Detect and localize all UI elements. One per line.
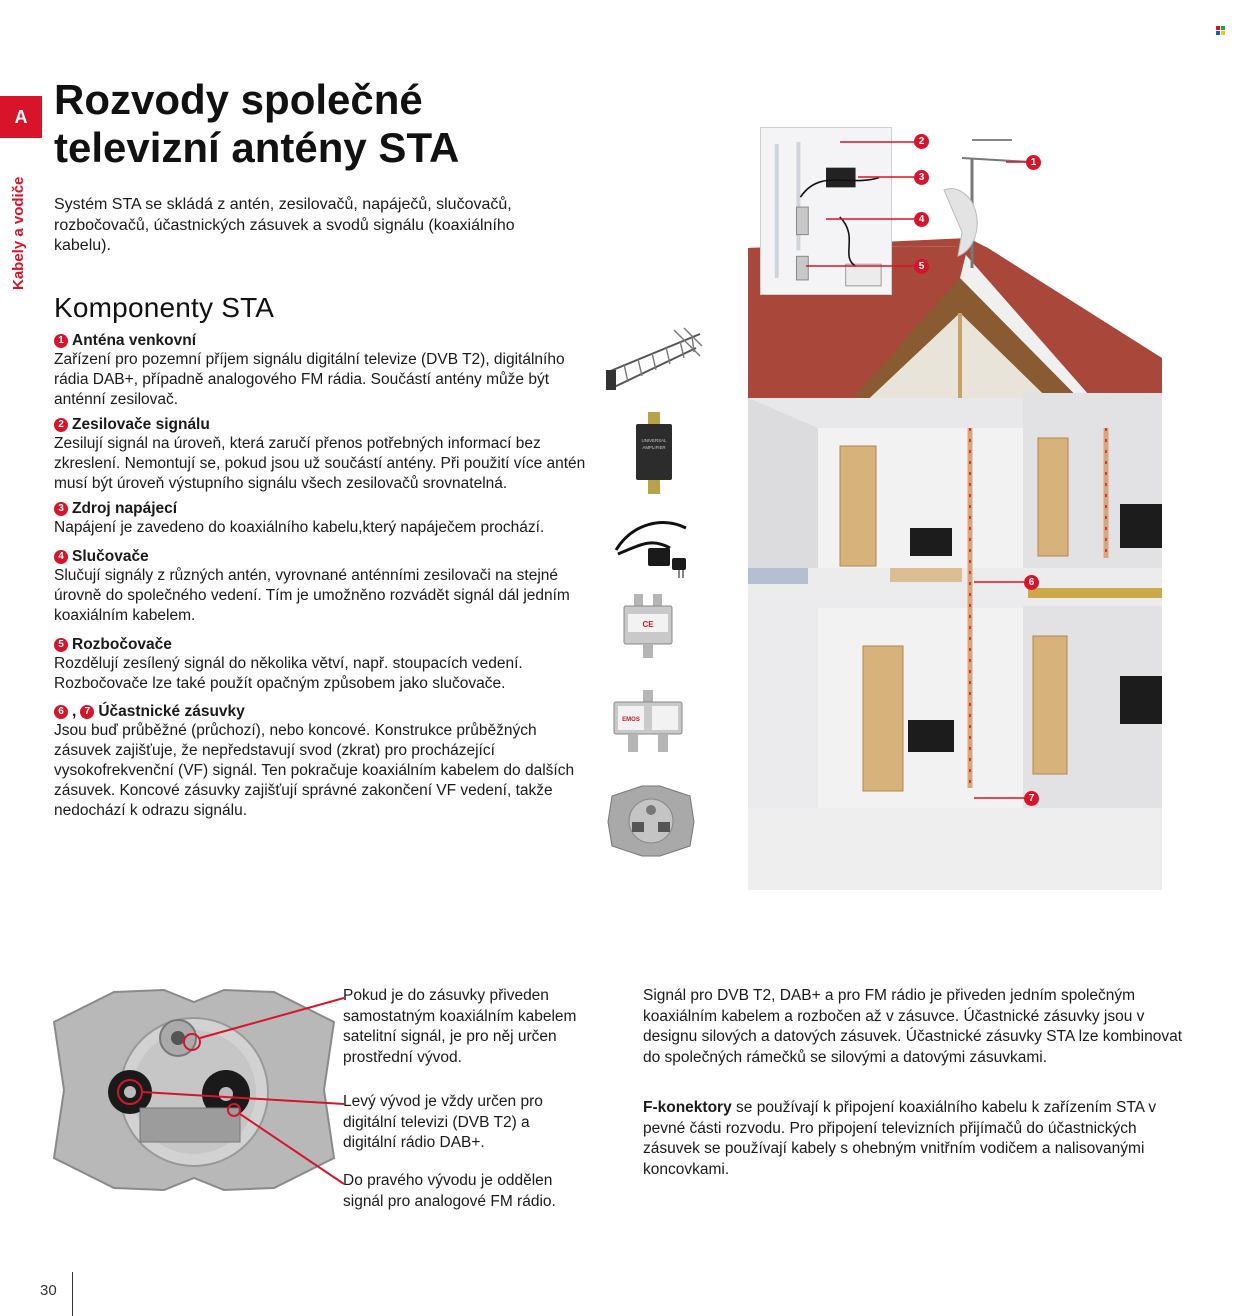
component-text: Napájení je zavedeno do koaxiálního kabelu,který napáječem prochází.: [54, 519, 545, 536]
page-rule: [72, 1272, 73, 1316]
number-badge: 7: [80, 705, 94, 719]
number-badge: 2: [54, 418, 68, 432]
callout-number: 1: [1026, 155, 1041, 170]
component-heading: Zesilovače signálu: [72, 416, 210, 433]
component-heading: Slučovače: [72, 548, 149, 565]
page-title: Rozvody společné televizní antény STA: [54, 76, 460, 171]
component-heading: Zdroj napájecí: [72, 500, 178, 517]
component-heading: Anténa venkovní: [72, 332, 197, 349]
page-number: 30: [40, 1282, 57, 1299]
f-connectors-paragraph: [643, 1098, 1183, 1180]
callout-number: 5: [914, 259, 929, 274]
component-text: Zařízení pro pozemní příjem signálu digitální televize (DVB T2), digitálního rádia DAB+, případně analogového FM rádia. Součástí antény může být anténní zesilovač.: [54, 351, 565, 408]
callout-number: 2: [914, 134, 929, 149]
callout-number: 4: [914, 212, 929, 227]
components-heading: Komponenty STA: [54, 292, 275, 323]
section-label: Kabely a vodiče: [10, 176, 27, 290]
splitter-mark: EMOS: [622, 717, 640, 723]
socket-caption-left-output: Levý vývod je vždy určen pro digitální televizi (DVB T2) a digitální rádio DAB+.: [343, 1093, 543, 1151]
socket-caption-satellite: Pokud je do zásuvky přiveden samostatným koaxiálním kabelem satelitní signál, je pro něj určen prostřední vývod.: [343, 987, 577, 1066]
component-heading: Rozbočovače: [72, 636, 172, 653]
callout-number: 6: [1024, 575, 1039, 590]
number-badge: 5: [54, 638, 68, 652]
callout-number: 7: [1024, 791, 1039, 806]
f-connectors-term: F-konektory: [643, 1099, 732, 1116]
component-text: Jsou buď průběžné (průchozí), nebo koncové. Konstrukce průběžných zásuvek zajišťuje, že nepředstavují svod (zkrat) pro procházející vysokofrekvenční (VF) signál. Ten pokračuje koaxiálním kabelem do dalších zásuvek. Koncové zásuvky zajišťují správné zakončení VF vedení, takže nedochází k odrazu signálu.: [54, 722, 575, 819]
amplifier-label-line: AMPLIFIER: [642, 445, 666, 450]
number-badge: 4: [54, 550, 68, 564]
callout-number: 3: [914, 170, 929, 185]
number-badge: 3: [54, 502, 68, 516]
section-tab-letter: A: [14, 106, 28, 127]
amplifier-label-line: UNIVERSAL: [641, 438, 667, 443]
number-badge: 6: [54, 705, 68, 719]
socket-detail-image: [44, 982, 344, 1198]
intro-paragraph: Systém STA se skládá z antén, zesilovačů, napáječů, slučovačů, rozbočovačů, účastnických zásuvek a svodů signálu (koaxiálního kabelu).: [54, 196, 515, 254]
number-separator: ,: [72, 703, 77, 720]
component-text: Rozdělují zesílený signál do několika větví, např. stoupacích vedení. Rozbočovače lze také použít opačným způsobem jako slučovače.: [54, 655, 523, 692]
socket-caption-right-output: Do pravého vývodu je oddělen signál pro analogové FM rádio.: [343, 1172, 556, 1210]
component-text: Zesilují signál na úroveň, která zaručí přenos potřebných informací bez zkreslení. Nemontují se, pokud jsou už součástí antény. Při použití více antén musí být úroveň výstupního signálu všech zesilovačů srovnatelná.: [54, 435, 586, 492]
component-heading: Účastnické zásuvky: [98, 703, 245, 720]
combiner-mark: CE: [642, 620, 654, 629]
component-text: Slučují signály z různých antén, vyrovnané anténními zesilovači na stejné úrovně do společného vedení. Tím je umožněno rozvádět signál dál jedním koaxiálním kabelem.: [54, 567, 570, 624]
f-connectors-text: se používají k připojení koaxiálního kabelu k zařízením STA v pevné části rozvodu. Pro připojení televizních přijímačů do účastnických zásuvek se používají kabely s ohebným vnitřním vodičem a nalisovanými koncovkami.: [643, 1099, 1157, 1178]
signal-paragraph: Signál pro DVB T2, DAB+ a pro FM rádio je přiveden jedním společným koaxiálním kabelem a rozbočen až v zásuvce. Účastnické zásuvky jsou v designu silových a datových zásuvek. Účastnické zásuvky STA lze kombinovat do společných rámečků se silovými a datovými zásuvkami.: [643, 987, 1183, 1066]
number-badge: 1: [54, 334, 68, 348]
